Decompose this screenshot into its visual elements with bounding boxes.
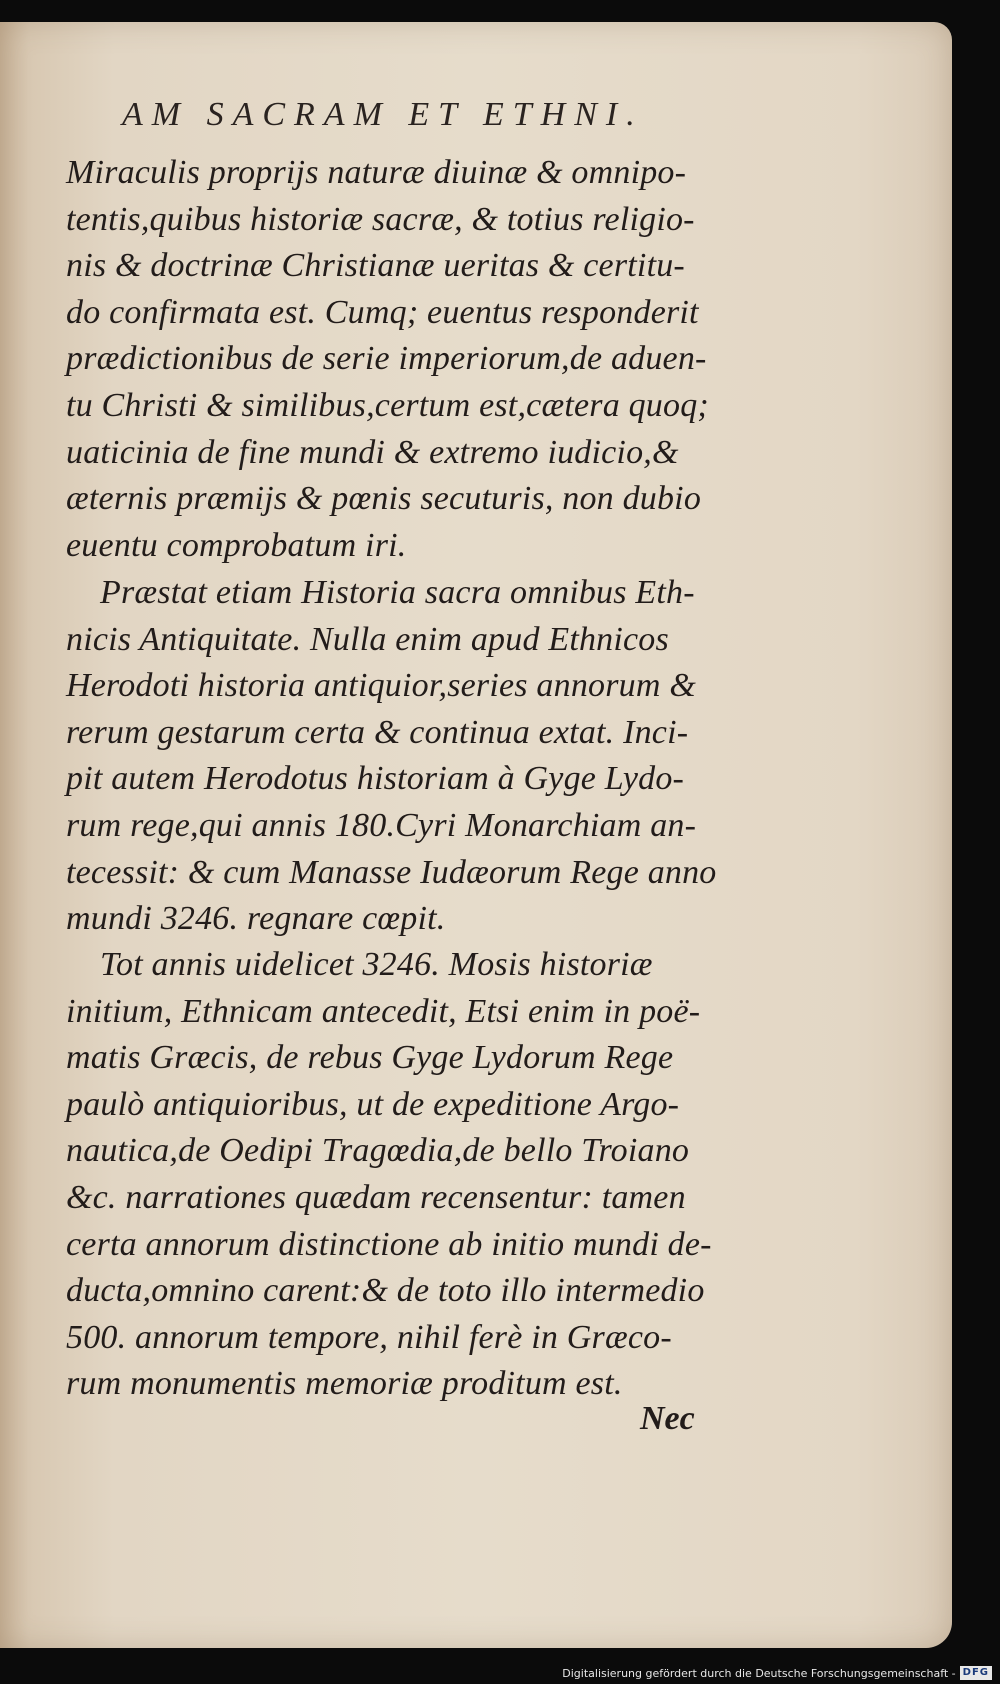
text-line: paulò antiquioribus, ut de expeditione Argo- [66,1085,680,1123]
text-line: Herodoti historia antiquior,series annorum & [66,667,696,705]
text-line: nis & doctrinæ Christianæ ueritas & certitu- [66,247,685,285]
text-line: &c. narrationes quædam recensentur: tamen [66,1178,686,1216]
book-page [0,22,952,1648]
text-line: tecessit: & cum Manasse Iudæorum Rege anno [66,853,717,891]
text-line: do confirmata est. Cumq; euentus responderit [66,293,699,331]
text-line: matis Græcis, de rebus Gyge Lydorum Rege [66,1039,674,1077]
text-line: rum monumentis memoriæ proditum est. [66,1365,623,1403]
text-line: mundi 3246. regnare cœpit. [66,900,446,938]
catchword: Nec [640,1400,695,1437]
text-line: Tot annis uidelicet 3246. Mosis historiæ [100,946,653,983]
paragraph-1 [66,150,726,569]
text-line: tu Christi & similibus,certum est,cætera quoq; [66,386,709,424]
paragraph-3 [66,942,726,1408]
running-header: AM SACRAM ET ETHNI. [122,96,644,133]
text-line: 500. annorum tempore, nihil ferè in Græco- [66,1318,672,1356]
text-line: certa annorum distinctione ab initio mundi de- [66,1225,712,1263]
text-line: pit autem Herodotus historiam à Gyge Lydo- [66,760,685,798]
text-line: rum rege,qui annis 180.Cyri Monarchiam an- [66,806,697,844]
text-line: initium, Ethnicam antecedit, Etsi enim in poë- [66,992,701,1030]
text-line: tentis,quibus historiæ sacræ, & totius religio- [66,200,695,238]
paragraph-2 [66,570,726,943]
dfg-logo-icon: DFG [960,1666,992,1680]
footer-text: Digitalisierung gefördert durch die Deutsche Forschungsgemeinschaft - [562,1666,956,1680]
text-line: æternis præmijs & pœnis secuturis, non dubio [66,480,702,518]
text-line: euentu comprobatum iri. [66,526,407,564]
digitization-footer [562,1664,992,1682]
text-line: nautica,de Oedipi Tragœdia,de bello Troiano [66,1132,690,1170]
text-line: prædictionibus de serie imperiorum,de aduen- [66,340,707,378]
text-line: uaticinia de fine mundi & extremo iudicio,& [66,433,679,471]
text-line: Miraculis proprijs naturæ diuinæ & omnipo- [66,154,687,191]
text-line: rerum gestarum certa & continua extat. Inci- [66,713,689,751]
text-line: Præstat etiam Historia sacra omnibus Eth- [100,574,695,611]
text-line: ducta,omnino carent:& de toto illo intermedio [66,1272,705,1310]
text-line: nicis Antiquitate. Nulla enim apud Ethnicos [66,620,669,658]
